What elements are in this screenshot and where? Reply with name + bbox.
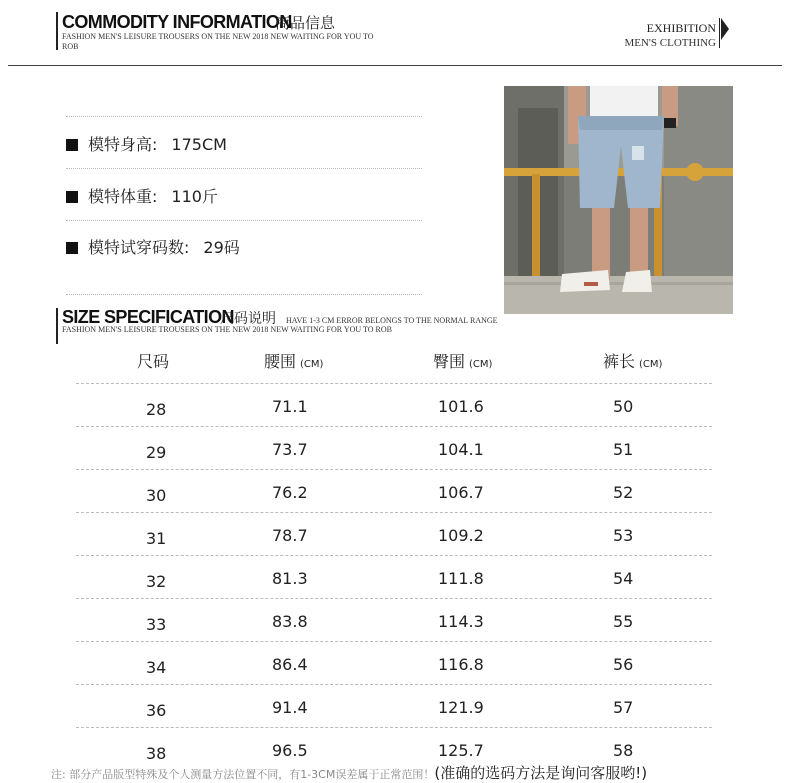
cell-hip: 116.8 bbox=[438, 655, 484, 674]
model-weight-row bbox=[66, 184, 218, 207]
cell-hip: 106.7 bbox=[438, 483, 484, 502]
size-title: SIZE SPECIFICATION bbox=[62, 307, 234, 327]
model-size-row bbox=[66, 235, 240, 258]
col-header-hip: 臀围 (CM) bbox=[433, 352, 493, 371]
cell-hip: 111.8 bbox=[438, 569, 484, 588]
model-height-value: 175CM bbox=[171, 135, 227, 154]
cell-size: 34 bbox=[146, 658, 167, 677]
table-row-divider bbox=[76, 641, 712, 642]
info-divider bbox=[66, 168, 422, 169]
bullet-square-icon bbox=[66, 191, 78, 203]
model-height-row bbox=[66, 132, 227, 155]
cell-size: 36 bbox=[146, 701, 167, 720]
exhibition-bar bbox=[719, 18, 720, 48]
info-divider bbox=[66, 116, 422, 117]
cell-hip: 109.2 bbox=[438, 526, 484, 545]
exhibition-label: EXHIBITION bbox=[646, 21, 716, 35]
footer-note-text: 注: 部分产品版型特殊及个人测量方法位置不同，有1-3CM误差属于正常范围！ bbox=[51, 768, 435, 781]
cell-hip: 125.7 bbox=[438, 741, 484, 760]
header-title-cn: 商品信息 bbox=[275, 14, 336, 32]
size-error-note: HAVE 1-3 CM ERROR BELONGS TO THE NORMAL RANGE bbox=[286, 316, 498, 325]
cell-waist: 81.3 bbox=[272, 569, 308, 588]
cell-length: 58 bbox=[613, 741, 634, 760]
cell-waist: 71.1 bbox=[272, 397, 308, 416]
cell-waist: 83.8 bbox=[272, 612, 308, 631]
cell-length: 54 bbox=[613, 569, 634, 588]
table-row-divider bbox=[76, 555, 712, 556]
arrow-right-icon bbox=[721, 18, 729, 40]
cell-length: 56 bbox=[613, 655, 634, 674]
cell-length: 57 bbox=[613, 698, 634, 717]
cell-length: 52 bbox=[613, 483, 634, 502]
cell-length: 53 bbox=[613, 526, 634, 545]
footer-note bbox=[51, 762, 647, 783]
cell-hip: 114.3 bbox=[438, 612, 484, 631]
col-header-size: 尺码 bbox=[137, 352, 170, 371]
cell-hip: 101.6 bbox=[438, 397, 484, 416]
cell-size: 29 bbox=[146, 443, 167, 462]
cell-size: 33 bbox=[146, 615, 167, 634]
cell-waist: 96.5 bbox=[272, 741, 308, 760]
table-row-divider bbox=[76, 512, 712, 513]
cell-size: 31 bbox=[146, 529, 167, 548]
cell-size: 28 bbox=[146, 400, 167, 419]
model-height-label: 模特身高: bbox=[88, 135, 158, 154]
cell-waist: 78.7 bbox=[272, 526, 308, 545]
model-photo bbox=[504, 86, 733, 314]
header-title: COMMODITY INFORMATION bbox=[62, 12, 292, 32]
cell-waist: 91.4 bbox=[272, 698, 308, 717]
table-row-divider bbox=[76, 684, 712, 685]
header-divider bbox=[8, 65, 782, 66]
cell-length: 55 bbox=[613, 612, 634, 631]
bullet-square-icon bbox=[66, 139, 78, 151]
model-size-label: 模特试穿码数: bbox=[88, 238, 190, 257]
cell-hip: 121.9 bbox=[438, 698, 484, 717]
footer-emphasis: (准确的选码方法是询问客服哟!) bbox=[434, 764, 648, 782]
model-weight-label: 模特体重: bbox=[88, 187, 158, 206]
cell-size: 32 bbox=[146, 572, 167, 591]
model-weight-value: 110斤 bbox=[171, 187, 218, 206]
table-row-divider bbox=[76, 469, 712, 470]
cell-size: 30 bbox=[146, 486, 167, 505]
info-divider bbox=[66, 220, 422, 221]
model-size-value: 29码 bbox=[203, 238, 240, 257]
header-subtitle: FASHION MEN'S LEISURE TROUSERS ON THE NEW 2018 NEW WAITING FOR YOU TO ROB bbox=[62, 32, 374, 51]
cell-waist: 86.4 bbox=[272, 655, 308, 674]
cell-waist: 76.2 bbox=[272, 483, 308, 502]
cell-waist: 73.7 bbox=[272, 440, 308, 459]
exhibition-sub-label: MEN'S CLOTHING bbox=[624, 37, 716, 49]
cell-length: 51 bbox=[613, 440, 634, 459]
size-accent-bar bbox=[56, 308, 58, 344]
cell-length: 50 bbox=[613, 397, 634, 416]
cell-size: 38 bbox=[146, 744, 167, 763]
size-subtitle: FASHION MEN'S LEISURE TROUSERS ON THE NEW 2018 NEW WAITING FOR YOU TO ROB bbox=[62, 325, 392, 334]
size-title-cn: 尺码说明 bbox=[220, 311, 276, 327]
table-row-divider bbox=[76, 426, 712, 427]
table-row-divider bbox=[76, 598, 712, 599]
cell-hip: 104.1 bbox=[438, 440, 484, 459]
header-accent-bar bbox=[56, 12, 58, 50]
info-divider bbox=[66, 294, 422, 295]
table-row-divider bbox=[76, 727, 712, 728]
col-header-length: 裤长 (CM) bbox=[603, 352, 663, 371]
col-header-waist: 腰围 (CM) bbox=[264, 352, 324, 371]
bullet-square-icon bbox=[66, 242, 78, 254]
table-row-divider bbox=[76, 383, 712, 384]
